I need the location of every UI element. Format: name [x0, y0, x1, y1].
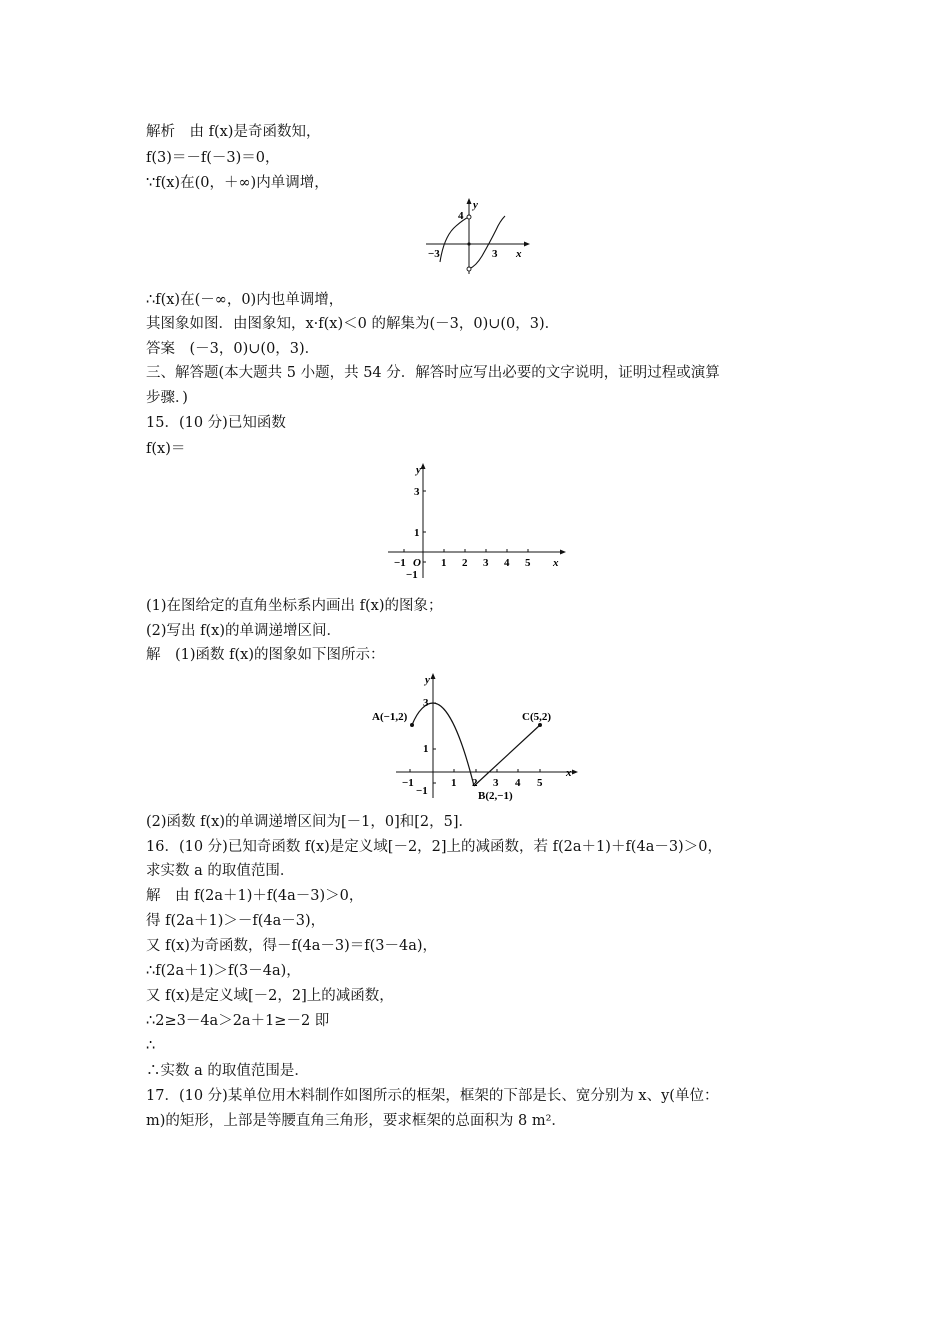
text-line-14: (2)函数 f(x)的单调递增区间为[－1，0]和[2，5]．: [146, 814, 474, 830]
text-line-6: 答案 (－3，0)∪(0，3)．: [146, 341, 320, 357]
label-point-c: C(5,2): [522, 711, 552, 723]
x-axis-arrow: [524, 242, 530, 247]
fig2-xtick-2: 2: [462, 557, 468, 569]
point-a-dot: [410, 723, 414, 727]
text-line-9: 15．(10 分)已知函数: [146, 415, 286, 431]
fig2-xtick-4: 4: [504, 557, 510, 569]
fig2-xtick-neg1: −1: [394, 557, 406, 569]
text-line-20: ∴f(2a＋1)＞f(3－4a)，: [146, 963, 301, 979]
fig3-xtick-1: 1: [451, 777, 457, 789]
text-line-10: f(x)＝: [146, 441, 186, 457]
text-line-7: 三、解答题(本大题共 5 小题，共 54 分．解答时应写出必要的文字说明，证明过程或演算: [146, 365, 720, 381]
text-line-1: 解析 由 f(x)是奇函数知，: [146, 124, 321, 140]
fig1-y-label: y: [473, 199, 478, 211]
label-neg3: −3: [428, 248, 440, 260]
fig3-xtick-4: 4: [515, 777, 521, 789]
fig2-xtick-5: 5: [525, 557, 531, 569]
fig2-y-label: y: [416, 464, 421, 476]
fig3-x-label: x: [566, 767, 572, 779]
text-line-13: 解 (1)函数 f(x)的图象如下图所示：: [146, 647, 385, 663]
label-four: 4: [458, 210, 464, 222]
text-line-19: 又 f(x)为奇函数，得－f(4a－3)＝f(3－4a)，: [146, 938, 438, 954]
left-branch: [440, 217, 469, 262]
text-line-21: 又 f(x)是定义域[－2，2]上的减函数，: [146, 988, 394, 1004]
fig3-y-label: y: [425, 674, 430, 686]
odd-function-graph: [420, 196, 532, 276]
right-branch: [469, 216, 505, 269]
point-c-dot: [538, 723, 542, 727]
label-three: 3: [492, 248, 498, 260]
fig2-origin: O: [413, 557, 421, 569]
y-axis-arrow: [431, 673, 436, 679]
text-line-23: ∴: [146, 1038, 156, 1054]
text-line-26: m)的矩形，上部是等腰直角三角形，要求框架的总面积为 8 m²．: [146, 1113, 566, 1129]
fig2-x-label: x: [553, 557, 559, 569]
text-line-8: 步骤．): [146, 390, 188, 406]
text-line-11: (1)在图给定的直角坐标系内画出 f(x)的图象；: [146, 598, 443, 614]
linear-segment: [474, 725, 540, 786]
text-line-25: 17．(10 分)某单位用木料制作如图所示的框架，框架的下部是长、宽分别为 x、y(单位：: [146, 1088, 719, 1104]
open-point-top: [467, 215, 471, 219]
fig2-xtick-1: 1: [441, 557, 447, 569]
label-point-a: A(−1,2): [372, 711, 408, 723]
fig2-ytick-1: 1: [414, 527, 420, 539]
fig2-xtick-3: 3: [483, 557, 489, 569]
text-line-2: f(3)＝－f(－3)＝0，: [146, 150, 280, 166]
x-axis-arrow: [560, 550, 566, 555]
fig3-xtick-5: 5: [537, 777, 543, 789]
text-line-17: 解 由 f(2a＋1)＋f(4a－3)＞0，: [146, 888, 364, 904]
y-axis-arrow: [467, 198, 472, 204]
text-line-15: 16．(10 分)已知奇函数 f(x)是定义域[－2，2]上的减函数，若 f(2a＋1)＋f(4a－3)＞0，: [146, 839, 722, 855]
open-point-bottom: [467, 267, 471, 271]
text-line-22: ∴2≥3－4a＞2a＋1≥－2 即: [146, 1013, 330, 1029]
text-line-18: 得 f(2a＋1)＞－f(4a－3)，: [146, 913, 326, 929]
label-point-b: B(2,−1): [478, 790, 513, 802]
text-line-12: (2)写出 f(x)的单调递增区间．: [146, 623, 342, 639]
fig3-xtick-3: 3: [493, 777, 499, 789]
fig3-ytick-3: 3: [423, 697, 429, 709]
fig1-x-label: x: [516, 248, 522, 260]
text-line-4: ∴f(x)在(－∞，0)内也单调增，: [146, 292, 344, 308]
y-axis-arrow: [421, 463, 426, 469]
fig2-ytick-neg1: −1: [406, 569, 418, 581]
function-graph-solution: [366, 670, 582, 806]
fig3-xtick-2: 2: [472, 777, 478, 789]
fig3-ytick-1: 1: [423, 743, 429, 755]
x-axis-arrow: [572, 770, 578, 775]
parabola-segment: [412, 703, 474, 786]
fig2-ytick-3: 3: [414, 486, 420, 498]
origin-dot: [467, 242, 470, 245]
fig3-xtick-neg1: −1: [402, 777, 414, 789]
text-line-5: 其图象如图．由图象知，x·f(x)＜0 的解集为(－3，0)∪(0，3)．: [146, 316, 560, 332]
text-line-3: ∵f(x)在(0，＋∞)内单调增，: [146, 175, 329, 191]
fig3-ytick-neg1: −1: [416, 785, 428, 797]
text-line-16: 求实数 a 的取值范围．: [146, 863, 295, 879]
text-line-24: ∴实数 a 的取值范围是．: [146, 1063, 309, 1079]
blank-coordinate-grid: [386, 460, 570, 586]
